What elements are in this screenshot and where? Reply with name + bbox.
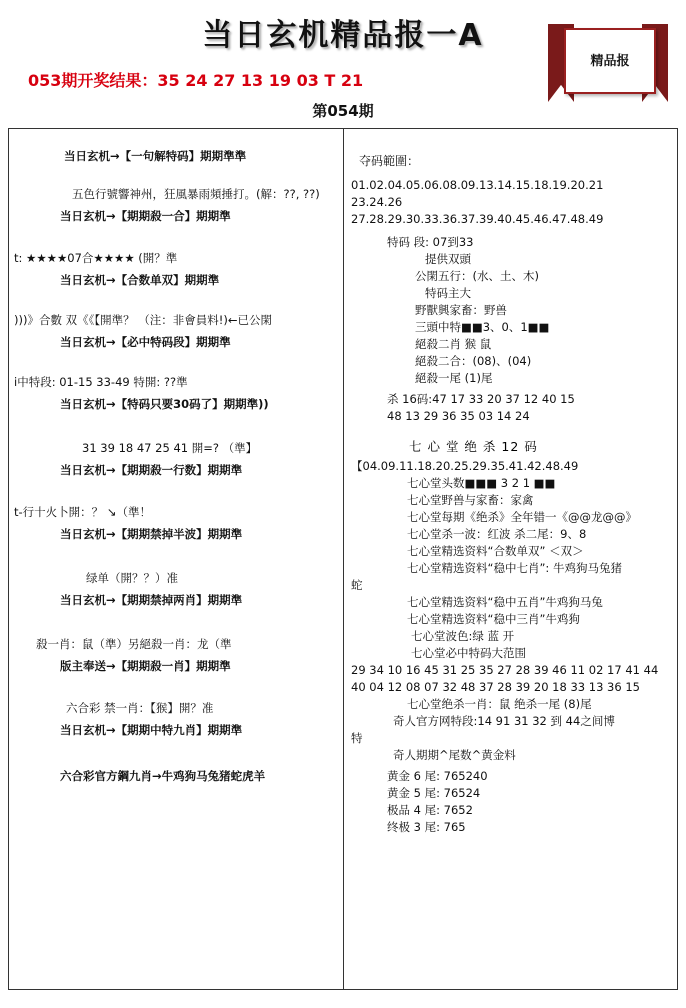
left-block — [14, 636, 338, 674]
right-entry: 特码主大 — [425, 286, 471, 300]
left-block — [14, 374, 338, 412]
left-block-bottom: 当日玄机→【必中特码段】期期準 — [60, 335, 231, 349]
left-block-bottom: 六合彩官方鋼九肖→牛鸡狗马兔猪蛇虎羊 — [60, 769, 266, 783]
right-entry: 公閑五行：(水、土、木) — [415, 269, 539, 283]
range-line: 27.28.29.30.33.36.37.39.40.45.46.47.48.49 — [351, 212, 604, 226]
left-column — [8, 128, 344, 990]
section-title: 七 心 堂 绝 杀 12 码 — [409, 439, 538, 454]
left-block-top: t-行十火卜開：？ ↘（準！ — [14, 505, 151, 519]
section-line: 七心堂每期《绝杀》全年错一《@@龙@@》 — [407, 510, 637, 524]
spacer — [351, 425, 672, 437]
right-entry: 48 13 29 36 35 03 14 24 — [387, 409, 530, 423]
left-block-bottom: 当日玄机→【期期禁掉两肖】期期準 — [60, 593, 243, 607]
section-line: 29 34 10 16 45 31 25 35 27 28 39 46 11 02 17 41 44 — [351, 663, 659, 677]
left-block-bottom: 当日玄机→【期期殺一合】期期準 — [60, 209, 231, 223]
left-block — [14, 312, 338, 350]
left-block-top: )))》合數 双《《【開準？ （注：非會員料!)←已公閑 — [14, 313, 273, 327]
section-line: 黄金 5 尾: 76524 — [387, 786, 481, 800]
right-entry: 野獸興家畜：野兽 — [415, 303, 507, 317]
left-block-top: 殺一肖：鼠（準）另絕殺一肖：龙（準 — [36, 637, 232, 651]
left-block — [14, 570, 338, 608]
section-line: 蛇 — [351, 578, 363, 592]
section-line: 七心堂野兽与家畜：家禽 — [407, 493, 534, 507]
right-entry: 絕殺二肖 猴 鼠 — [415, 337, 492, 351]
right-entry: 特码 段: 07到33 — [387, 235, 474, 249]
left-block — [14, 250, 338, 288]
section-line: 终极 3 尾: 765 — [387, 820, 466, 834]
left-block — [14, 440, 338, 478]
range-line: 01.02.04.05.06.08.09.13.14.15.18.19.20.21 — [351, 178, 604, 192]
section-line: 特 — [351, 731, 363, 745]
section-line: 七心堂精选资料“稳中三肖”牛鸡狗 — [407, 612, 580, 626]
ribbon-label: 精品报 — [590, 54, 630, 69]
section-line: 七心堂精选资料“合数单双” ＜双＞ — [407, 544, 584, 558]
section-line: 黄金 6 尾: 765240 — [387, 769, 488, 783]
section-line: 七心堂精选资料“稳中五肖”牛鸡狗马兔 — [407, 595, 603, 609]
range-title: 夺码範圍： — [359, 154, 420, 168]
page-title: 当日玄机精品报一A — [202, 18, 484, 53]
left-block — [14, 148, 338, 164]
left-block-top: 五色行號響神州，狂風暴雨頻捶打。(解：??, ??) — [72, 187, 320, 201]
left-block — [14, 504, 338, 542]
left-block — [14, 768, 338, 784]
section-line: 奇人期期^尾数^黄金料 — [393, 748, 516, 762]
ribbon-plate — [564, 28, 656, 94]
left-block-top: 绿单（開？？）准 — [86, 571, 178, 585]
ribbon-graphic — [548, 24, 668, 104]
section-line: 七心堂头数■■■ 3 2 1 ■■ — [407, 476, 556, 490]
section-numbers: 【04.09.11.18.20.25.29.35.41.42.48.49 — [351, 459, 579, 473]
section-line: 七心堂绝杀一肖：鼠 绝杀一尾 (8)尾 — [407, 697, 592, 711]
right-column — [345, 128, 678, 990]
left-block — [14, 186, 338, 224]
right-entry: 絕殺二合：(08)、(04) — [415, 354, 532, 368]
left-block-bottom: 当日玄机→【特码只要30码了】期期準)) — [60, 397, 269, 411]
section-line: 奇人官方网特段:14 91 31 32 到 44之间博 — [393, 714, 615, 728]
section-line: 40 04 12 08 07 32 48 37 28 39 20 18 33 13 36 15 — [351, 680, 640, 694]
right-entry: 提供双頭 — [425, 252, 471, 266]
left-block-bottom: 版主奉送→【期期殺一肖】期期準 — [60, 659, 231, 673]
section-line: 七心堂精选资料“稳中七肖”: 牛鸡狗马兔猪 — [407, 561, 622, 575]
left-block-bottom: 当日玄机→【期期中特九肖】期期準 — [60, 723, 243, 737]
left-block — [14, 700, 338, 738]
section-line: 七心堂必中特码大范围 — [411, 646, 526, 660]
left-block-bottom: 当日玄机→【期期禁掉半波】期期準 — [60, 527, 243, 541]
left-block-bottom: 当日玄机→【期期殺一行数】期期準 — [60, 463, 243, 477]
left-block-top: i中特段: 01-15 33-49 特開: ??準 — [14, 375, 188, 389]
section-line: 极品 4 尾: 7652 — [387, 803, 473, 817]
left-block-top: t: ★★★★07合★★★★ (開？準 — [14, 251, 178, 265]
left-block-top: 六合彩 禁一肖：【猴】開？准 — [66, 701, 214, 715]
draw-result-line: 053期开奖结果：35 24 27 13 19 03 T 21 — [28, 71, 364, 90]
range-line: 23.24.26 — [351, 195, 403, 209]
left-block-top: 31 39 18 47 25 41 開=? （準】 — [82, 441, 258, 455]
right-entry: 絕殺一尾 (1)尾 — [415, 371, 493, 385]
left-block-bottom: 当日玄机→【合数单双】期期準 — [60, 273, 220, 287]
section-line: 七心堂波色:绿 蓝 开 — [411, 629, 515, 643]
issue-number: 第054期 — [312, 102, 374, 120]
right-entry: 三頭中特■■3、0、1■■ — [415, 320, 550, 334]
left-block-bottom: 当日玄机→【一句解特码】期期準準 — [64, 149, 247, 163]
section-line: 七心堂杀一波：红波 杀二尾：9、8 — [407, 527, 587, 541]
right-entry: 杀 16码:47 17 33 20 37 12 40 15 — [387, 392, 575, 406]
